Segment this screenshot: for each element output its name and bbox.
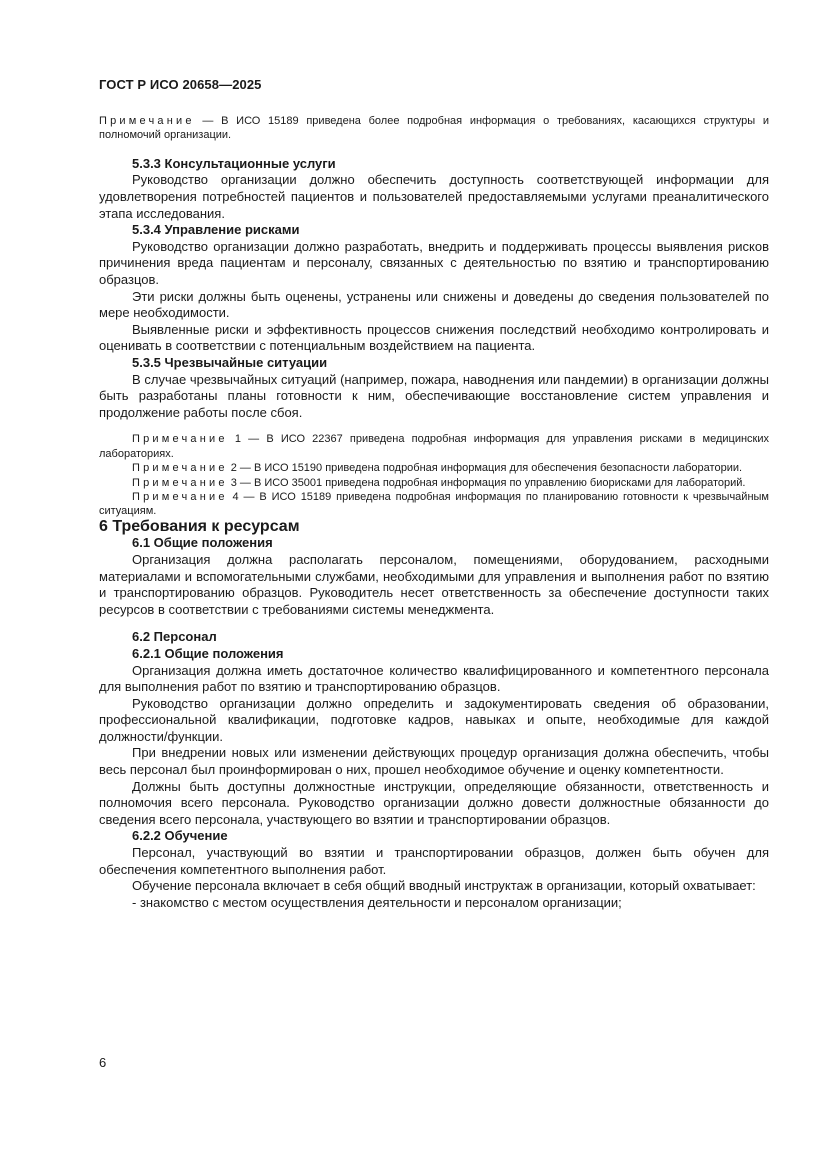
paragraph: Обучение персонала включает в себя общий вводный инструктаж в организации, который охватывает: [132, 878, 756, 894]
note-3 [99, 476, 769, 490]
note-label: Примечание [99, 115, 195, 127]
paragraph: Руководство организации должно определить и задокументировать сведения об образовании, профессиональной квалификации, подготовке кадров, навыках и опыте, необходимые для каждой должности/функции. [99, 695, 769, 744]
section-heading-5-3-4: 5.3.4 Управление рисками [132, 222, 300, 238]
document-header: ГОСТ Р ИСО 20658—2025 [99, 77, 262, 92]
note-text: 1 — В ИСО 22367 приведена подробная информация для управления рисками в медицинских лабораториях. [99, 433, 769, 460]
paragraph: Должны быть доступны должностные инструкции, определяющие обязанности, ответственность и полномочия всего персонала. Руководство организации должно довести должностные обязанности до сведения всего персонала, участвующего во взятии и транспортировании образцов. [99, 778, 769, 827]
page-number: 6 [99, 1055, 107, 1070]
paragraph: В случае чрезвычайных ситуаций (например, пожара, наводнения или пандемии) в организации должны быть разработаны планы готовности к ним, обеспечивающие восстановление систем управления и продолжение работы после сбоя. [99, 371, 769, 420]
notes-block [99, 432, 769, 518]
note-text: 3 — В ИСО 35001 приведена подробная информация по управлению биорисками для лабораторий. [227, 476, 746, 489]
section-heading-6-2-1: 6.2.1 Общие положения [132, 645, 284, 661]
section-heading-6-2: 6.2 Персонал [132, 629, 217, 645]
note-text: — В ИСО 15189 приведена более подробная информация о требованиях, касающихся структуры и полномочий организации. [99, 115, 769, 142]
paragraph: Руководство организации должно обеспечить доступность соответствующей информации для удовлетворения потребностей пациентов и пользователей предоставляемыми услугами преаналитического этапа исследования. [99, 172, 769, 221]
section-heading-5-3-3: 5.3.3 Консультационные услуги [132, 155, 336, 171]
note-label: Примечание [132, 462, 228, 475]
section-heading-6-2-2: 6.2.2 Обучение [132, 828, 228, 844]
note-text: 4 — В ИСО 15189 приведена подробная информация по планированию готовности к чрезвычайным ситуациям. [99, 490, 769, 518]
note-label: Примечание [132, 476, 228, 489]
note-2 [99, 461, 769, 475]
paragraph: Организация должна располагать персоналом, помещениями, оборудованием, расходными материалами и вспомогательными службами, необходимыми для управления и выполнения работ по взятию и транспортированию образцов. Руководитель несет ответственность за обеспечение доступности таких ресурсов в соответствии с требованиями системы менеджмента. [99, 551, 769, 617]
note-intro [99, 114, 769, 143]
note-label: Примечание [132, 490, 228, 503]
section-heading-6: 6 Требования к ресурсам [99, 517, 300, 535]
paragraph: Выявленные риски и эффективность процессов снижения последствий необходимо контролировать и оценивать в соответствии с потенциальным воздействием на пациента. [99, 321, 769, 354]
paragraph: Персонал, участвующий во взятии и транспортировании образцов, должен быть обучен для обеспечения компетентного выполнения работ. [99, 845, 769, 877]
section-heading-6-1: 6.1 Общие положения [132, 535, 273, 551]
note-label: Примечание [132, 433, 228, 446]
note-4 [99, 490, 769, 519]
list-item: - знакомство с местом осуществления деятельности и персоналом организации; [132, 894, 622, 910]
paragraph: Руководство организации должно разработать, внедрить и поддерживать процессы выявления рисков причинения вреда пациентам и персоналу, связанных с деятельностью по взятию и транспортированию образцов. [99, 238, 769, 287]
paragraph: Организация должна иметь достаточное количество квалифицированного и компетентного персонала для выполнения работ по взятию и транспортированию образцов. [99, 662, 769, 695]
paragraph: При внедрении новых или изменении действующих процедур организация должна обеспечить, чтобы весь персонал был проинформирован о них, прошел необходимое обучение и оценку компетентности. [99, 745, 769, 778]
note-text: 2 — В ИСО 15190 приведена подробная информация для обеспечения безопасности лаборатории. [227, 462, 743, 475]
note-1 [99, 432, 769, 461]
document-body [99, 114, 769, 911]
section-heading-5-3-5: 5.3.5 Чрезвычайные ситуации [132, 354, 328, 370]
paragraph: Эти риски должны быть оценены, устранены или снижены и доведены до сведения пользователей по мере необходимости. [99, 288, 769, 321]
